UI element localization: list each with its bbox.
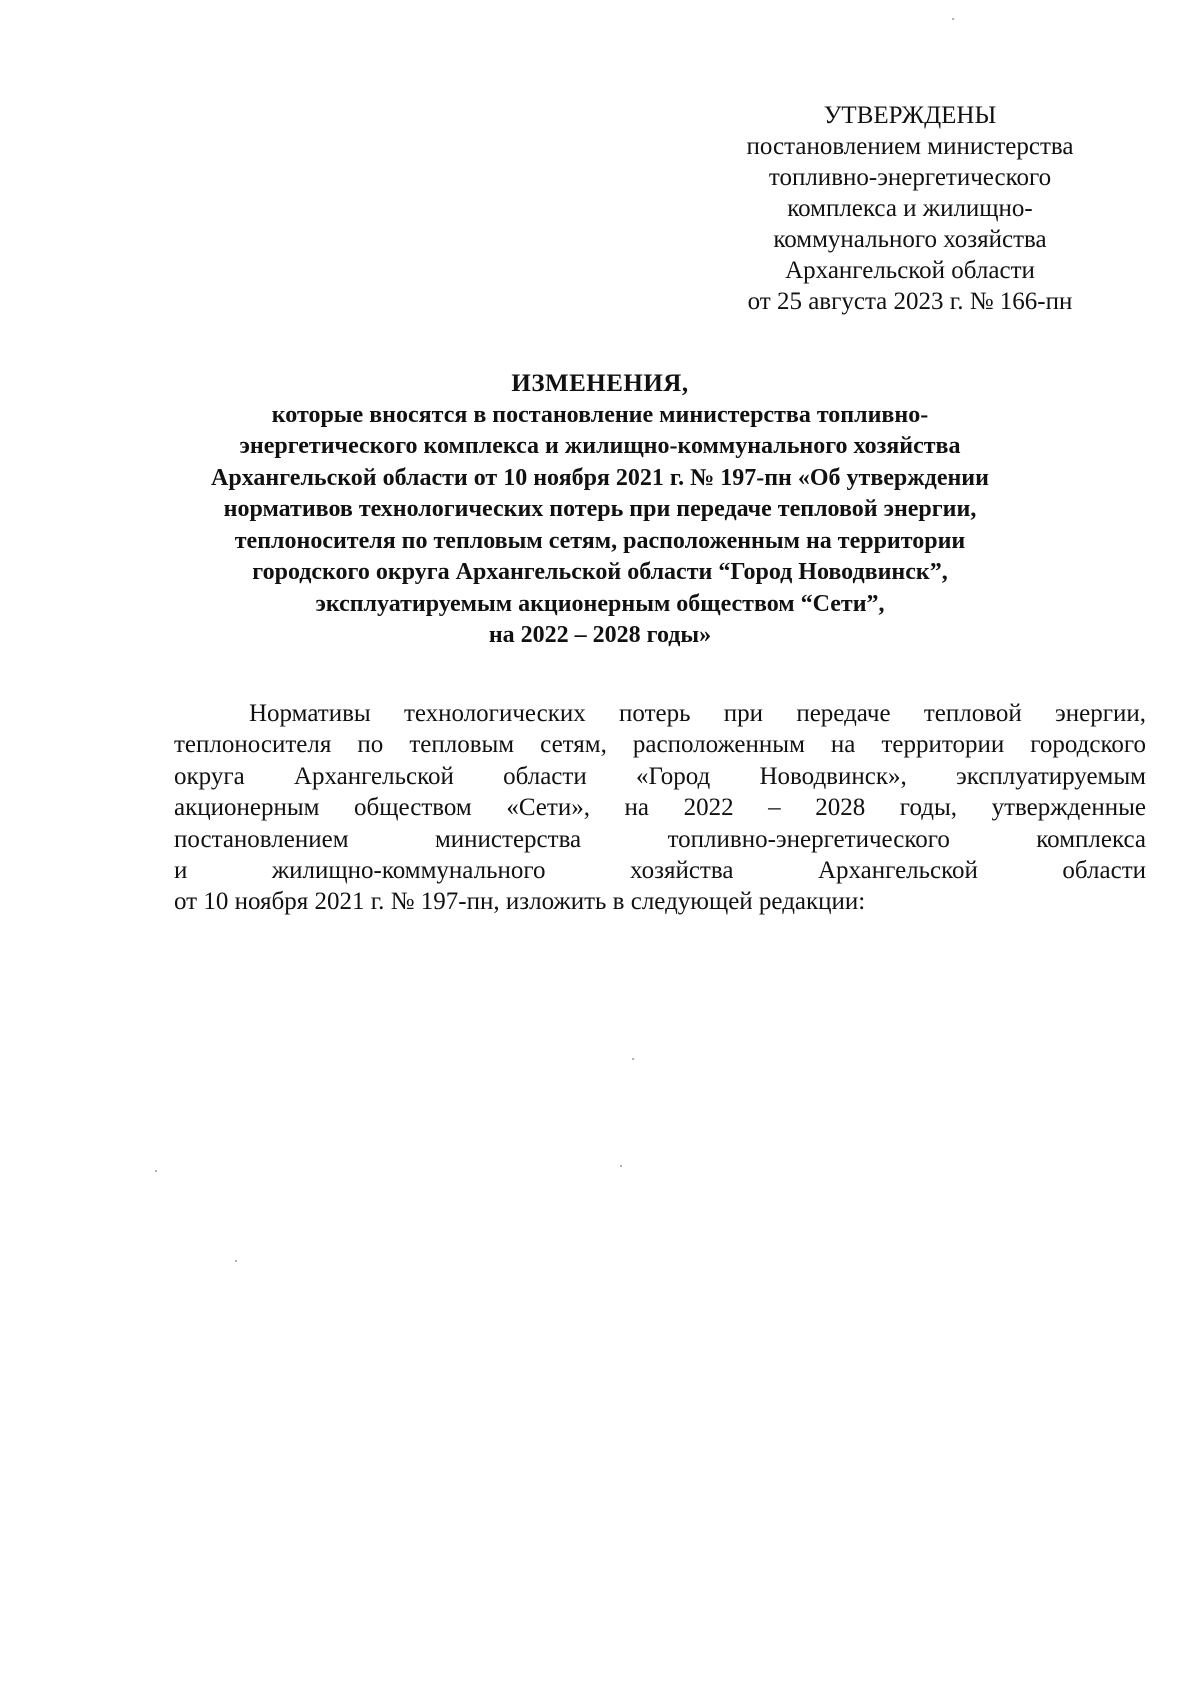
scan-speck: [952, 18, 954, 20]
body-line: акционерным обществом «Сети», на 2022 – 2028 годы, утвержденные: [174, 794, 1146, 822]
title-line: нормативов технологических потерь при передаче тепловой энергии,: [223, 496, 977, 522]
title-heading: ИЗМЕНЕНИЯ,: [511, 370, 689, 397]
approval-line: комплекса и жилищно-: [787, 195, 1033, 222]
body-line: от 10 ноября 2021 г. № 197-пн, изложить в следующей редакции:: [174, 888, 866, 916]
approval-line: УТВЕРЖДЕНЫ: [823, 102, 997, 129]
body-line: теплоносителя по тепловым сетям, расположенным на территории городского: [174, 731, 1146, 759]
scan-speck: [155, 1170, 157, 1172]
title-line: Архангельской области от 10 ноября 2021 г. № 197-пн «Об утверждении: [211, 464, 989, 491]
title-line: теплоносителя по тепловым сетям, расположенным на территории: [234, 527, 966, 554]
title-line: эксплуатируемым акционерным обществом “Сети”,: [315, 590, 885, 617]
approval-line: Архангельской области: [785, 257, 1035, 284]
title-line: на 2022 – 2028 годы»: [488, 622, 712, 648]
scan-speck: [235, 1260, 237, 1262]
document-title: [150, 368, 1050, 652]
approval-line: постановлением министерства: [746, 133, 1074, 160]
approval-line: коммунального хозяйства: [773, 226, 1047, 253]
body-line: постановлением министерства топливно-энергетического комплекса: [174, 825, 1146, 853]
approval-stamp: [700, 100, 1120, 317]
body-line: и жилищно-коммунального хозяйства Архангельской области: [174, 856, 1146, 884]
body-paragraph: [174, 698, 1146, 918]
body-line: округа Архангельской области «Город Новодвинск», эксплуатируемым: [174, 762, 1146, 790]
title-line: энергетического комплекса и жилищно-коммунального хозяйства: [239, 433, 961, 459]
scan-speck: [620, 1165, 622, 1167]
approval-line: от 25 августа 2023 г. № 166-пн: [747, 288, 1073, 315]
body-line: Нормативы технологических потерь при передаче тепловой энергии,: [249, 700, 1146, 727]
scan-speck: [632, 1058, 634, 1060]
approval-line: топливно-энергетического: [768, 164, 1052, 191]
title-line: городского округа Архангельской области “Город Новодвинск”,: [252, 559, 948, 585]
title-line: которые вносятся в постановление министерства топливно-: [271, 401, 929, 428]
